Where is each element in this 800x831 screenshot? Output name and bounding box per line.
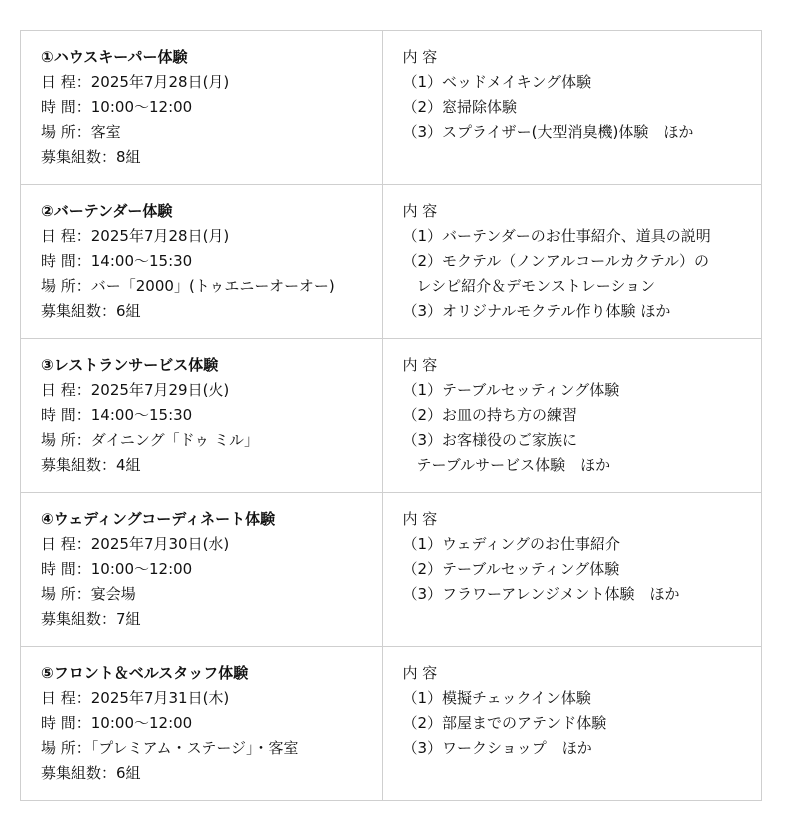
content-item: （2）テーブルセッティング体験 xyxy=(402,560,620,578)
content-item: レシピ紹介＆デモンストレーション xyxy=(416,277,656,295)
experience-place: 場 所：客室 xyxy=(41,123,121,141)
content-item: （1）テーブルセッティング体験 xyxy=(402,381,620,399)
experience-date: 日 程：2025年7月31日(木) xyxy=(41,689,230,707)
experience-table xyxy=(20,30,762,801)
experience-title: ⑤フロント＆ベルスタッフ体験 xyxy=(41,664,249,682)
content-item: （2）部屋までのアテンド体験 xyxy=(402,714,607,732)
experience-info-cell xyxy=(21,185,383,339)
experience-content-cell xyxy=(383,185,762,339)
experience-content-cell xyxy=(383,339,762,493)
content-header: 内 容 xyxy=(402,356,438,374)
experience-date: 日 程：2025年7月28日(月) xyxy=(41,227,230,245)
content-item: テーブルサービス体験 ほか xyxy=(416,456,611,474)
experience-time: 時 間：10:00～12:00 xyxy=(41,98,193,116)
experience-date: 日 程：2025年7月30日(水) xyxy=(41,535,230,553)
content-item: （3）フラワーアレンジメント体験 ほか xyxy=(402,585,680,603)
experience-groups: 募集組数：6組 xyxy=(41,764,141,782)
experience-info-cell xyxy=(21,647,383,801)
experience-place: 場 所：ダイニング「ドゥ ミル」 xyxy=(41,431,259,449)
experience-date: 日 程：2025年7月29日(火) xyxy=(41,381,230,399)
experience-row-housekeeper xyxy=(21,31,762,185)
content-header: 内 容 xyxy=(402,48,438,66)
experience-row-bartender xyxy=(21,185,762,339)
content-item: （3）お客様役のご家族に xyxy=(402,431,578,449)
content-item: （3）スプライザー(大型消臭機)体験 ほか xyxy=(402,123,694,141)
experience-row-front-bell xyxy=(21,647,762,801)
experience-info-cell xyxy=(21,493,383,647)
content-item: （1）バーテンダーのお仕事紹介、道具の説明 xyxy=(402,227,711,245)
content-item: （3）オリジナルモクテル作り体験 ほか xyxy=(402,302,671,320)
experience-time: 時 間：14:00～15:30 xyxy=(41,252,193,270)
content-item: （2）モクテル（ノンアルコールカクテル）の xyxy=(402,252,710,270)
experience-content-cell xyxy=(383,647,762,801)
experience-place: 場 所：宴会場 xyxy=(41,585,136,603)
experience-info-cell xyxy=(21,31,383,185)
experience-content-cell xyxy=(383,31,762,185)
content-item: （2）お皿の持ち方の練習 xyxy=(402,406,578,424)
content-header: 内 容 xyxy=(402,510,438,528)
content-header: 内 容 xyxy=(402,664,438,682)
content-item: （1）ベッドメイキング体験 xyxy=(402,73,592,91)
experience-title: ④ウェディングコーディネート体験 xyxy=(41,510,276,528)
experience-title: ②バーテンダー体験 xyxy=(41,202,173,220)
experience-row-restaurant xyxy=(21,339,762,493)
content-item: （1）ウェディングのお仕事紹介 xyxy=(402,535,620,553)
experience-row-wedding xyxy=(21,493,762,647)
experience-groups: 募集組数：8組 xyxy=(41,148,141,166)
experience-info-cell xyxy=(21,339,383,493)
content-header: 内 容 xyxy=(402,202,438,220)
experience-groups: 募集組数：7組 xyxy=(41,610,141,628)
experience-groups: 募集組数：6組 xyxy=(41,302,141,320)
content-item: （2）窓掃除体験 xyxy=(402,98,518,116)
experience-groups: 募集組数：4組 xyxy=(41,456,141,474)
experience-title: ①ハウスキーパー体験 xyxy=(41,48,188,66)
experience-time: 時 間：10:00～12:00 xyxy=(41,714,193,732)
experience-date: 日 程：2025年7月28日(月) xyxy=(41,73,230,91)
experience-content-cell xyxy=(383,493,762,647)
experience-place: 場 所：バー「2000」(トゥエニーオーオー) xyxy=(41,277,335,295)
experience-time: 時 間：14:00～15:30 xyxy=(41,406,193,424)
experience-time: 時 間：10:00～12:00 xyxy=(41,560,193,578)
experience-title: ③レストランサービス体験 xyxy=(41,356,219,374)
content-item: （3）ワークショップ ほか xyxy=(402,739,592,757)
experience-place: 場 所：「プレミアム・ステージ」・客室 xyxy=(41,739,299,757)
content-item: （1）模擬チェックイン体験 xyxy=(402,689,591,707)
